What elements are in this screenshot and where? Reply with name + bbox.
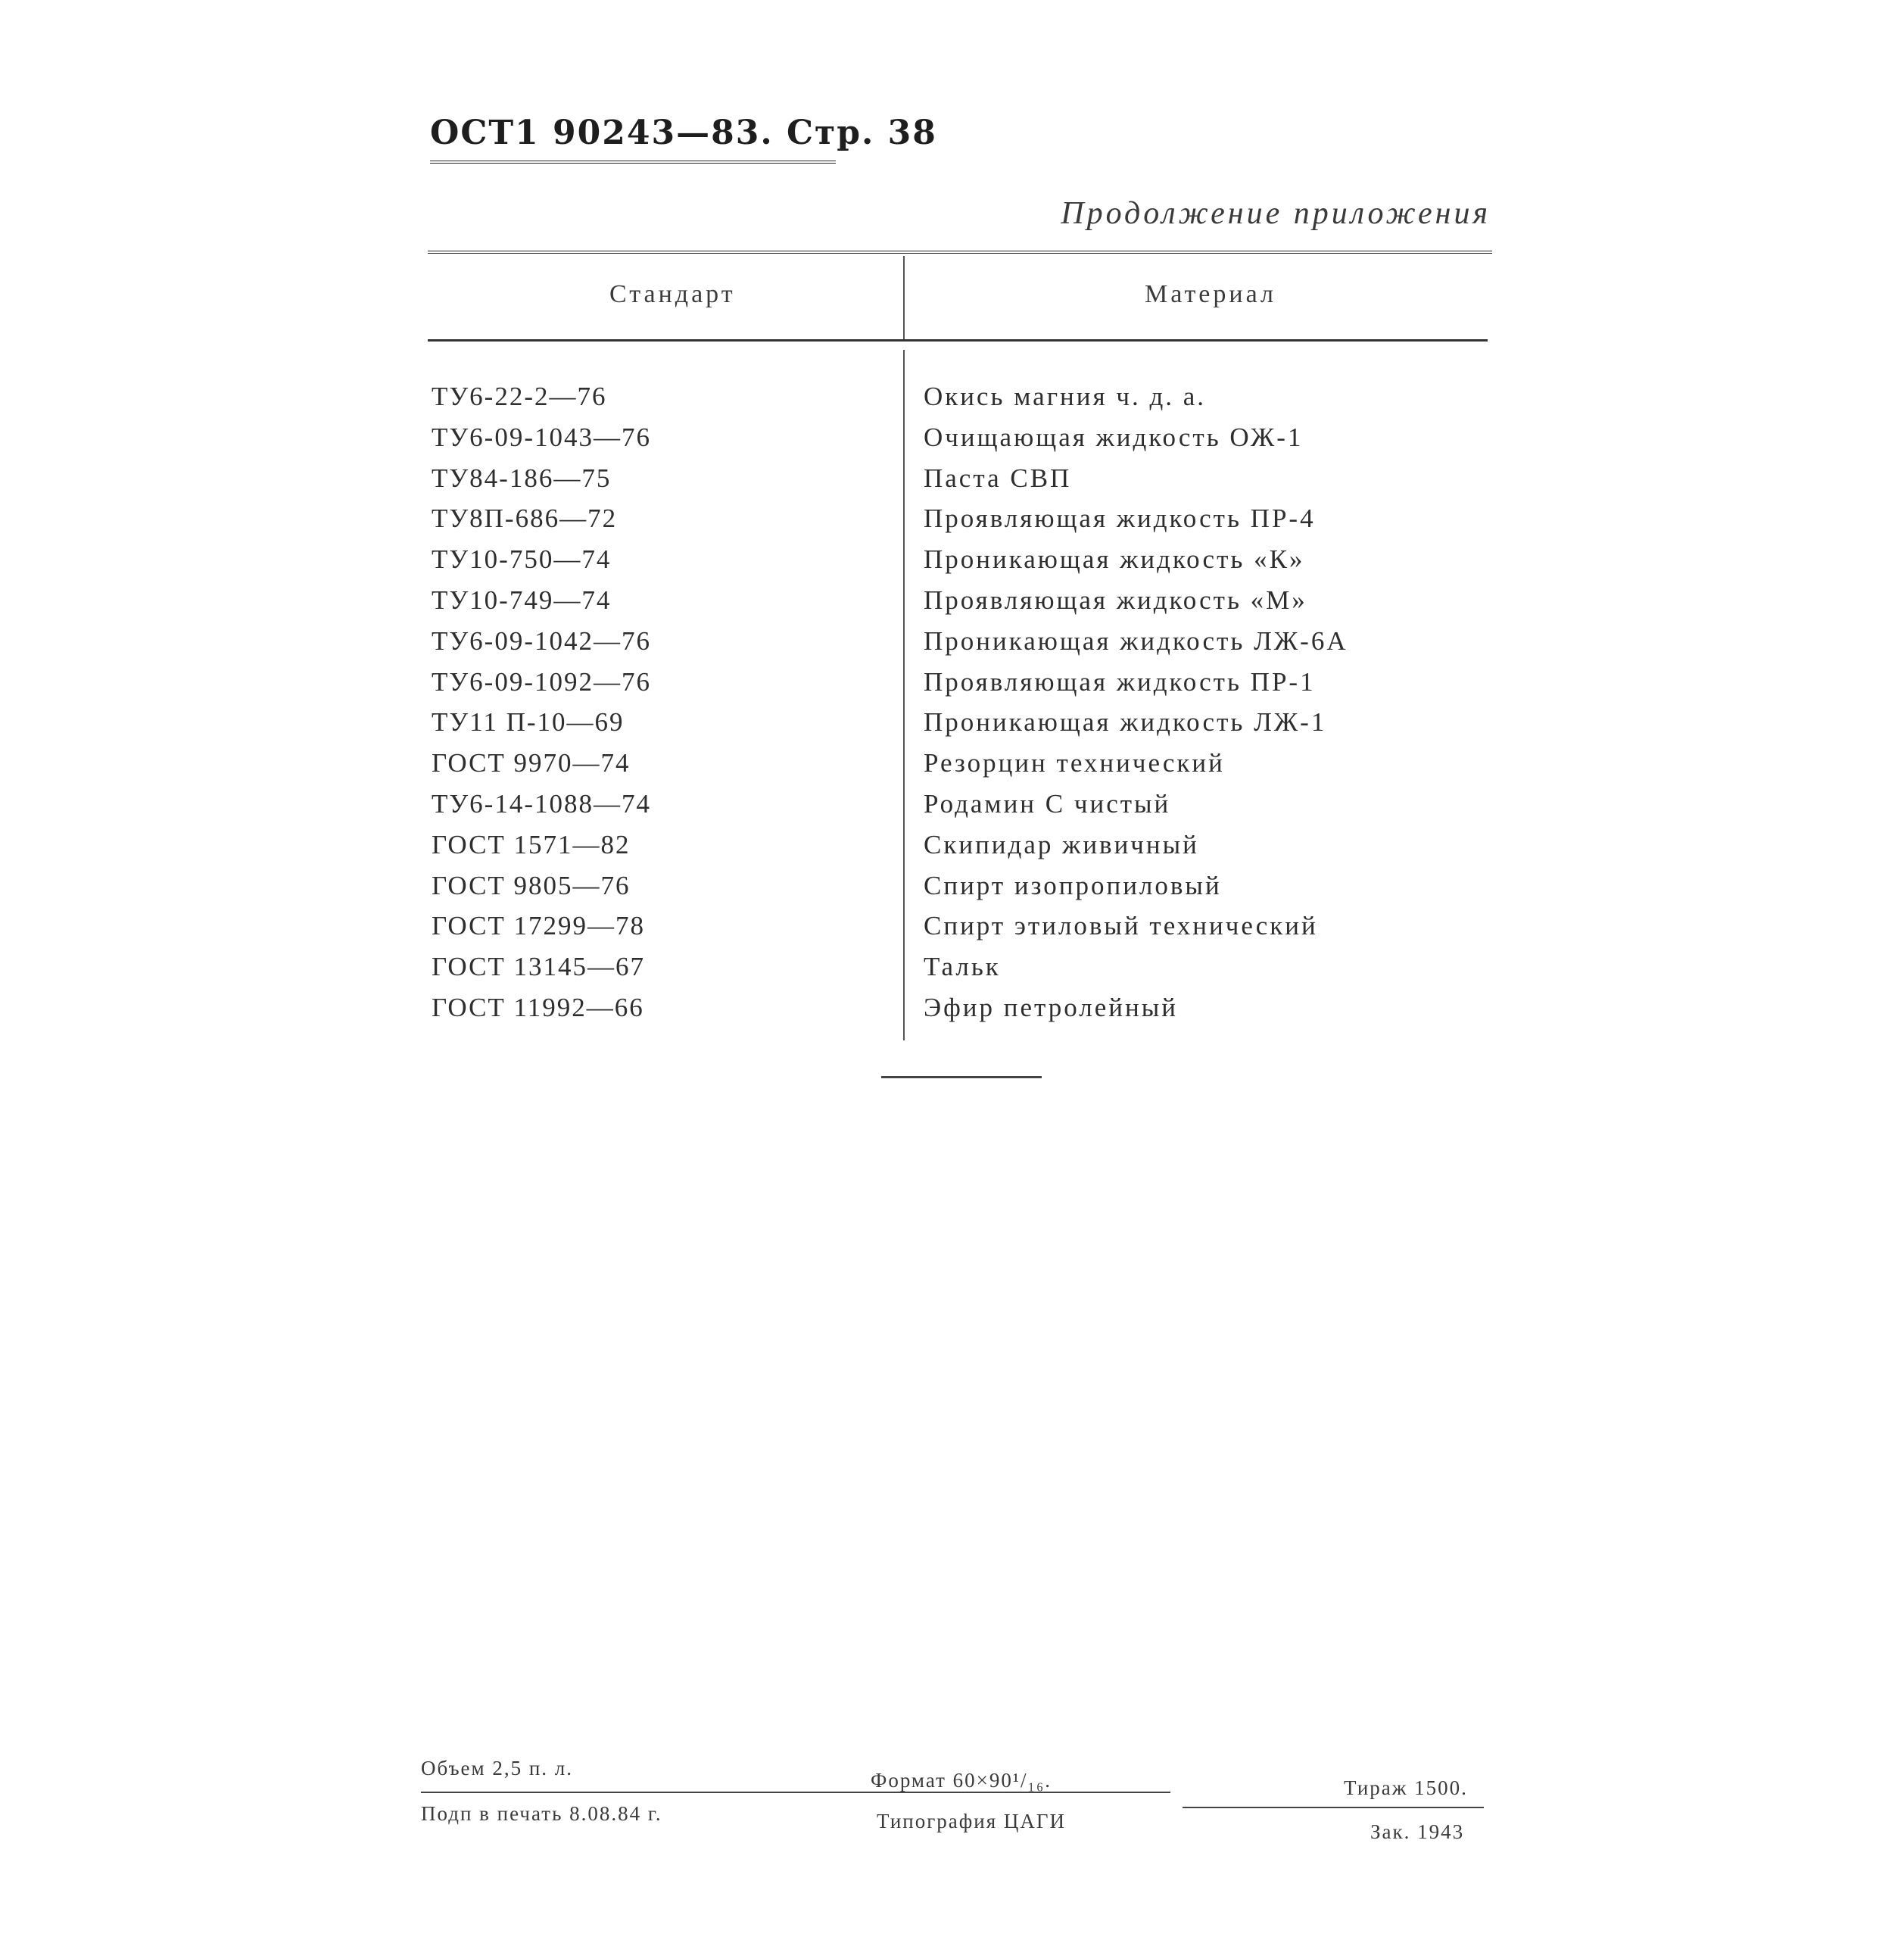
table-row bbox=[432, 501, 1507, 541]
standard-cell: ТУ84-186—75 bbox=[432, 463, 612, 493]
standard-cell: ТУ10-750—74 bbox=[432, 544, 612, 575]
table-row bbox=[432, 990, 1507, 1031]
table-row bbox=[432, 582, 1507, 623]
material-cell: Окись магния ч. д. а. bbox=[924, 382, 1207, 411]
standard-cell: ГОСТ 13145—67 bbox=[432, 952, 646, 982]
material-cell: Тальк bbox=[924, 952, 1001, 982]
standard-cell: ТУ6-09-1043—76 bbox=[432, 422, 651, 452]
footer-rule-right bbox=[1183, 1807, 1484, 1808]
table-row bbox=[432, 827, 1507, 868]
table-row bbox=[432, 745, 1507, 786]
standard-cell: ГОСТ 1571—82 bbox=[432, 829, 631, 859]
material-cell: Проникающая жидкость «К» bbox=[924, 544, 1305, 575]
standard-cell: ТУ10-749—74 bbox=[432, 585, 612, 615]
footer-printer: Типография ЦАГИ bbox=[877, 1810, 1066, 1832]
material-cell: Проявляющая жидкость «М» bbox=[924, 585, 1307, 615]
material-cell: Проникающая жидкость ЛЖ-1 bbox=[924, 707, 1327, 738]
table-row bbox=[432, 704, 1507, 745]
standard-cell: ТУ11 П-10—69 bbox=[432, 707, 625, 738]
standard-cell: ТУ6-09-1042—76 bbox=[432, 625, 651, 656]
material-cell: Эфир петролейный bbox=[924, 992, 1178, 1022]
footer-circulation: Тираж 1500. bbox=[1344, 1776, 1468, 1799]
table-row bbox=[432, 460, 1507, 501]
column-divider-header bbox=[903, 256, 905, 339]
table-row bbox=[432, 908, 1507, 949]
table-header-rule bbox=[428, 339, 1488, 342]
column-header-standard: Стандарт bbox=[609, 280, 736, 308]
footer-format: Формат 60×90¹/₁₆. bbox=[871, 1769, 1052, 1792]
table-end-rule bbox=[881, 1076, 1042, 1078]
material-cell: Проникающая жидкость ЛЖ-6А bbox=[924, 625, 1348, 656]
table-row bbox=[432, 623, 1507, 664]
page-header: ОСТ1 90243—83. Стр. 38 bbox=[430, 114, 937, 152]
column-header-material: Материал bbox=[1145, 280, 1276, 308]
material-cell: Спирт изопропиловый bbox=[924, 870, 1222, 900]
material-cell: Проявляющая жидкость ПР-4 bbox=[924, 504, 1316, 534]
footer-volume: Объем 2,5 п. л. bbox=[421, 1757, 574, 1779]
material-cell: Проявляющая жидкость ПР-1 bbox=[924, 666, 1316, 697]
table-row bbox=[432, 786, 1507, 827]
footer-order-number: Зак. 1943 bbox=[1370, 1820, 1465, 1843]
standard-cell: ГОСТ 11992—66 bbox=[432, 992, 644, 1022]
table-top-rule bbox=[428, 251, 1492, 254]
standard-cell: ГОСТ 17299—78 bbox=[432, 911, 646, 941]
table-body bbox=[432, 379, 1507, 1031]
table-row bbox=[432, 949, 1507, 990]
material-cell: Очищающая жидкость ОЖ-1 bbox=[924, 422, 1304, 452]
standard-cell: ГОСТ 9970—74 bbox=[432, 748, 631, 778]
standard-cell: ТУ6-09-1092—76 bbox=[432, 666, 651, 697]
standard-cell: ТУ8П-686—72 bbox=[432, 504, 618, 534]
table-row bbox=[432, 420, 1507, 460]
material-cell: Скипидар живичный bbox=[924, 829, 1199, 859]
footer-rule-left bbox=[421, 1792, 1170, 1793]
table-row bbox=[432, 541, 1507, 582]
material-cell: Паста СВП bbox=[924, 463, 1072, 493]
header-underline bbox=[430, 161, 836, 164]
table-row bbox=[432, 868, 1507, 909]
table-row bbox=[432, 379, 1507, 420]
material-cell: Родамин С чистый bbox=[924, 788, 1171, 819]
footer-signed-date: Подп в печать 8.08.84 г. bbox=[421, 1802, 662, 1825]
continuation-label: Продолжение приложения bbox=[1061, 196, 1491, 231]
standard-cell: ГОСТ 9805—76 bbox=[432, 870, 631, 900]
material-cell: Резорцин технический bbox=[924, 748, 1225, 778]
table-row bbox=[432, 664, 1507, 705]
material-cell: Спирт этиловый технический bbox=[924, 911, 1318, 941]
standard-cell: ТУ6-22-2—76 bbox=[432, 382, 607, 411]
standard-cell: ТУ6-14-1088—74 bbox=[432, 788, 651, 819]
